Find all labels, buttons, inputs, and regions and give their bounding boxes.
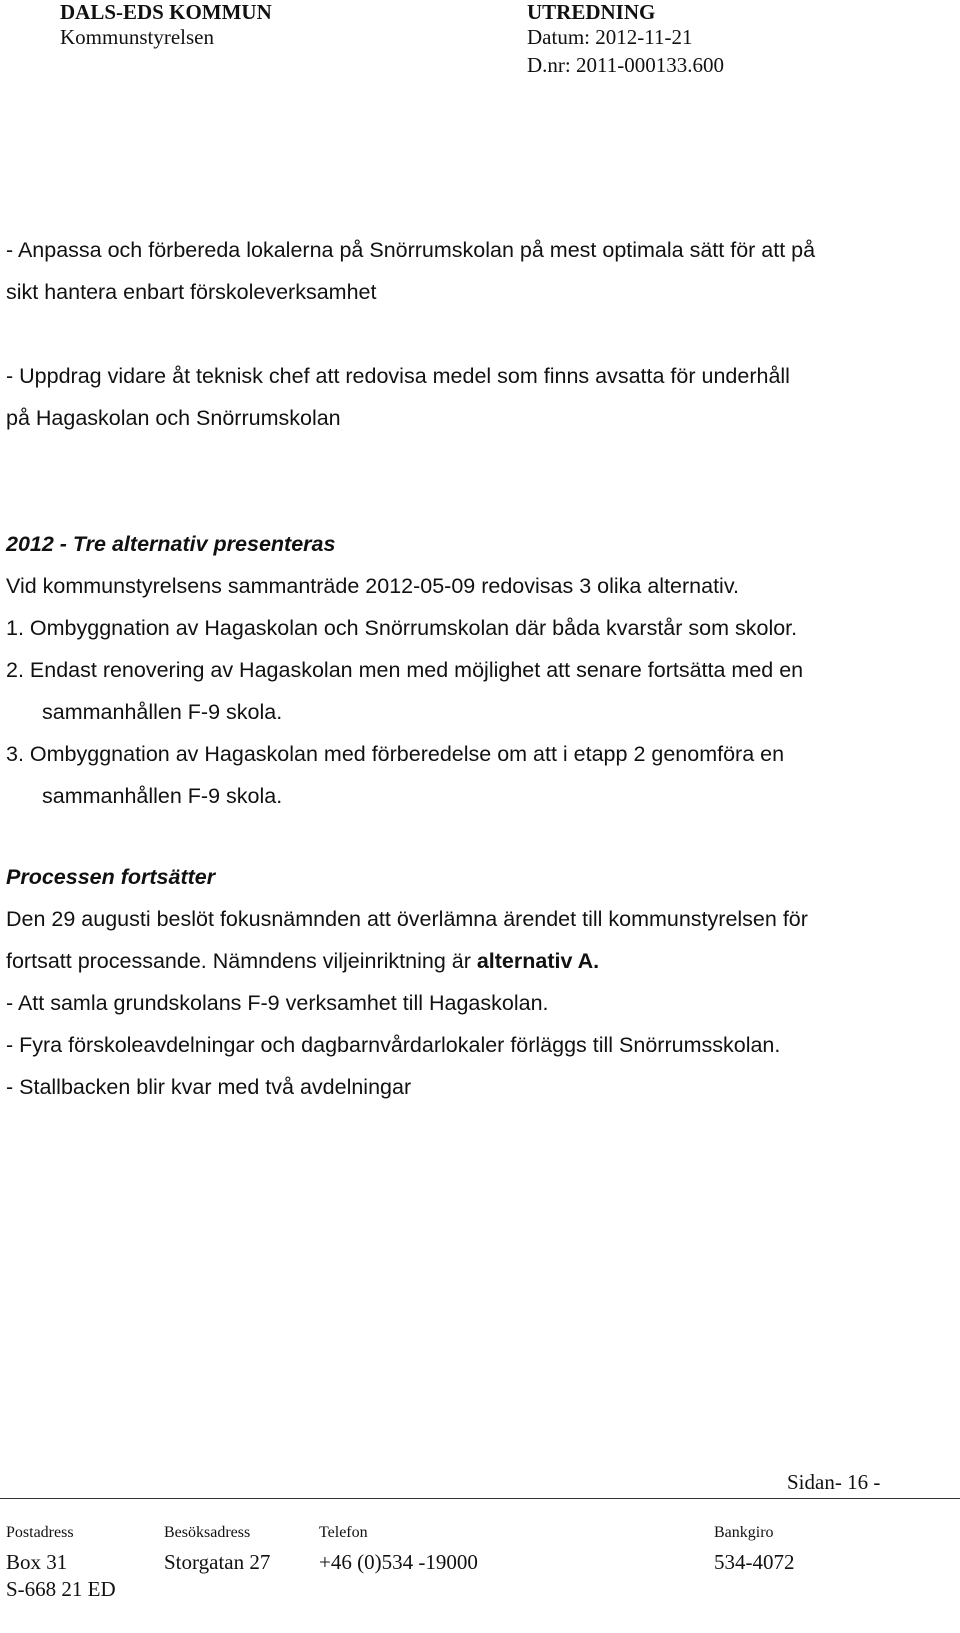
- footer-bankgiro: 534-4072: [714, 1550, 795, 1574]
- list-item: - Stallbacken blir kvar med två avdelningar: [6, 1075, 412, 1099]
- footer-telefon: +46 (0)534 -19000: [319, 1550, 478, 1574]
- list-item: 3. Ombyggnation av Hagaskolan med förberedelse om att i etapp 2 genomföra en: [6, 742, 785, 766]
- page-number: Sidan- 16 -: [787, 1470, 881, 1494]
- paragraph-text: fortsatt processande. Nämndens viljeinriktning är: [6, 949, 477, 973]
- document-type: UTREDNING: [527, 0, 656, 24]
- document-number: D.nr: 2011-000133.600: [527, 53, 724, 77]
- footer-besoksadress: Storgatan 27: [164, 1550, 271, 1574]
- paragraph: Vid kommunstyrelsens sammanträde 2012-05-09 redovisas 3 olika alternativ.: [6, 574, 739, 598]
- footer-divider: [0, 1498, 960, 1499]
- list-item: - Fyra förskoleavdelningar och dagbarnvårdarlokaler förläggs till Snörrumsskolan.: [6, 1033, 781, 1057]
- list-item: 2. Endast renovering av Hagaskolan men med möjlighet att senare fortsätta med en: [6, 658, 804, 682]
- footer-label-telefon: Telefon: [319, 1524, 368, 1541]
- footer-postadress-line2: S-668 21 ED: [6, 1577, 116, 1601]
- footer-label-bankgiro: Bankgiro: [714, 1524, 774, 1541]
- list-item-continuation: sammanhållen F-9 skola.: [42, 784, 283, 808]
- paragraph: Den 29 augusti beslöt fokusnämnden att överlämna ärendet till kommunstyrelsen för: [6, 907, 808, 931]
- list-item: på Hagaskolan och Snörrumskolan: [6, 406, 341, 430]
- section-heading: 2012 - Tre alternativ presenteras: [6, 532, 336, 556]
- org-name: DALS-EDS KOMMUN: [60, 0, 272, 24]
- list-item: - Att samla grundskolans F-9 verksamhet till Hagaskolan.: [6, 991, 549, 1015]
- footer-label-postadress: Postadress: [6, 1524, 74, 1541]
- list-item: - Uppdrag vidare åt teknisk chef att redovisa medel som finns avsatta för underhåll: [6, 364, 790, 388]
- document-date: Datum: 2012-11-21: [527, 25, 693, 49]
- list-item-continuation: sammanhållen F-9 skola.: [42, 700, 283, 724]
- footer-label-besoksadress: Besöksadress: [164, 1524, 251, 1541]
- list-item: sikt hantera enbart förskoleverksamhet: [6, 280, 377, 304]
- section-heading: Processen fortsätter: [6, 865, 216, 889]
- list-item: 1. Ombyggnation av Hagaskolan och Snörrumskolan där båda kvarstår som skolor.: [6, 616, 798, 640]
- list-item: - Anpassa och förbereda lokalerna på Snörrumskolan på mest optimala sätt för att på: [6, 238, 816, 262]
- paragraph: [6, 949, 599, 974]
- emphasis-text: alternativ A.: [476, 949, 600, 973]
- footer-postadress-line1: Box 31: [6, 1550, 68, 1574]
- department: Kommunstyrelsen: [60, 25, 214, 49]
